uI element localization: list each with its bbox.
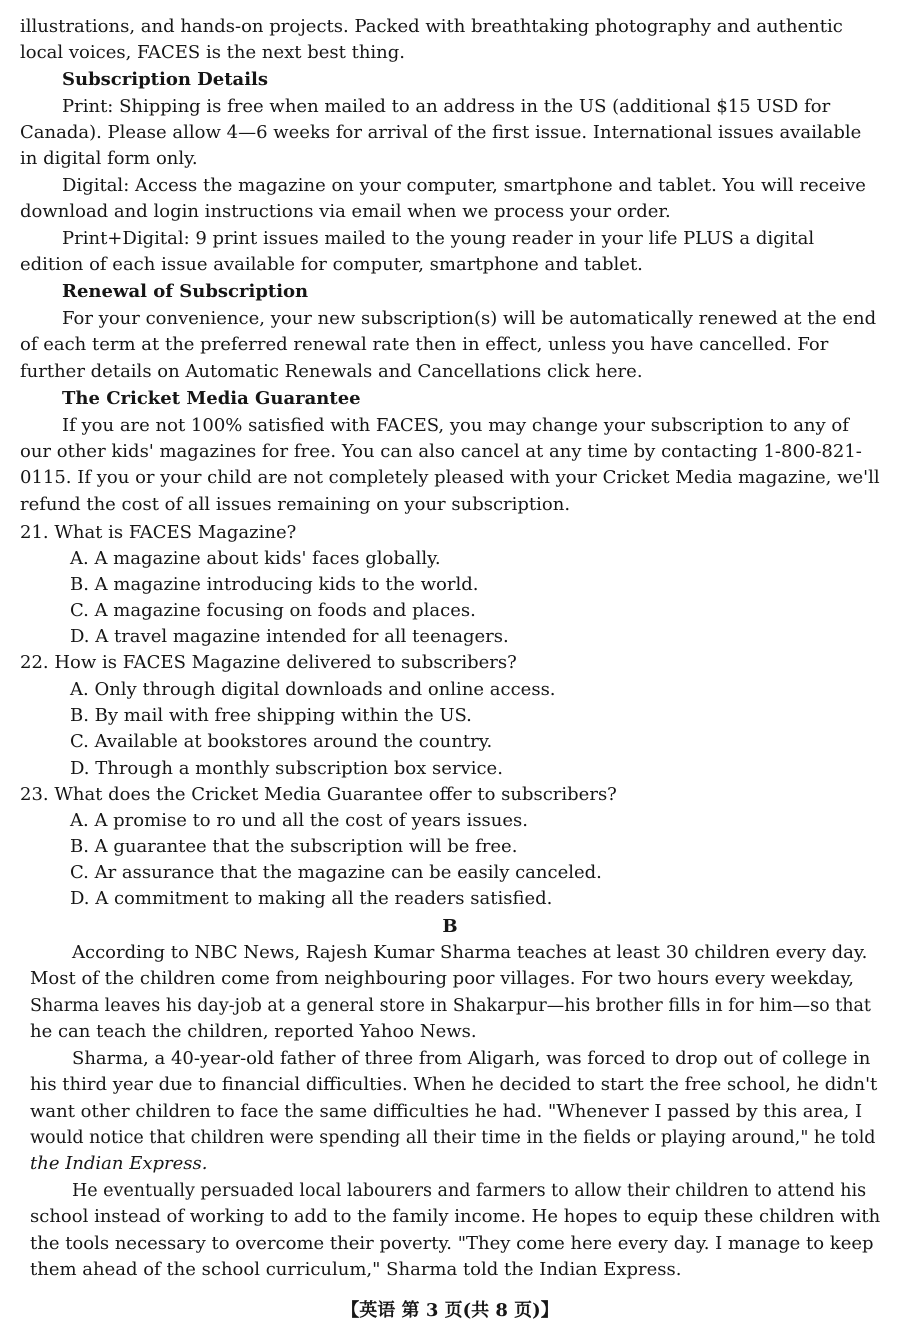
passage-b-line: would notice that children were spending all their time in the fields or playing around," he told <box>30 1128 876 1148</box>
option-23-b: B. A guarantee that the subscription will be free. <box>70 836 518 857</box>
question-22: 22. How is FACES Magazine delivered to subscribers? <box>20 652 517 673</box>
passage-line: If you are not 100% satisfied with FACES, you may change your subscription to any of <box>62 415 849 436</box>
renewal-heading: Renewal of Subscription <box>62 281 309 302</box>
option-21-c: C. A magazine focusing on foods and places. <box>70 600 476 621</box>
option-22-d: D. Through a monthly subscription box service. <box>70 758 503 779</box>
passage-line: Canada). Please allow 4—6 weeks for arrival of the first issue. International issues available <box>20 122 862 143</box>
passage-line: For your convenience, your new subscription(s) will be automatically renewed at the end <box>62 308 877 329</box>
option-21-b: B. A magazine introducing kids to the world. <box>70 574 479 595</box>
passage-line: our other kids' magazines for free. You can also cancel at any time by contacting 1-800-821- <box>20 441 862 462</box>
subscription-details-heading: Subscription Details <box>62 69 269 90</box>
passage-line: in digital form only. <box>20 148 198 169</box>
passage-b-line: He eventually persuaded local labourers and farmers to allow their children to attend his <box>72 1181 867 1201</box>
passage-b-line: them ahead of the school curriculum," Sharma told the Indian Express. <box>30 1259 682 1280</box>
passage-line: Print: Shipping is free when mailed to an address in the US (additional $15 USD for <box>62 96 831 117</box>
passage-line: refund the cost of all issues remaining on your subscription. <box>20 494 571 515</box>
passage-b-line: According to NBC News, Rajesh Kumar Sharma teaches at least 30 children every day. <box>72 942 868 963</box>
passage-line: 0115. If you or your child are not completely pleased with your Cricket Media magazine, we'll <box>20 467 880 488</box>
passage-b-line: Sharma, a 40-year-old father of three from Aligarh, was forced to drop out of college in <box>72 1048 871 1069</box>
passage-b-line: he can teach the children, reported Yahoo News. <box>30 1021 477 1042</box>
passage-line: Digital: Access the magazine on your computer, smartphone and tablet. You will receive <box>62 175 866 196</box>
option-22-a: A. Only through digital downloads and online access. <box>70 679 556 700</box>
question-21: 21. What is FACES Magazine? <box>20 522 297 543</box>
passage-b-line: the Indian Express. <box>30 1153 208 1174</box>
page-footer: 【英语 第 3 页(共 8 页)】 <box>341 1300 559 1321</box>
passage-line: Print+Digital: 9 print issues mailed to the young reader in your life PLUS a digital <box>62 228 815 249</box>
option-21-a: A. A magazine about kids' faces globally. <box>70 548 441 569</box>
passage-line: of each term at the preferred renewal rate then in effect, unless you have cancelled. For <box>20 334 829 355</box>
question-23: 23. What does the Cricket Media Guarantee offer to subscribers? <box>20 784 617 805</box>
passage-line: download and login instructions via email when we process your order. <box>20 201 671 222</box>
passage-b-line: his third year due to financial difficulties. When he decided to start the free school, he didn't <box>30 1074 878 1095</box>
option-22-b: B. By mail with free shipping within the US. <box>70 705 472 726</box>
passage-b-line: school instead of working to add to the family income. He hopes to equip these children with <box>30 1206 881 1227</box>
passage-line: illustrations, and hands-on projects. Packed with breathtaking photography and authentic <box>20 16 843 37</box>
option-22-c: C. Available at bookstores around the country. <box>70 731 493 752</box>
section-b-heading: B <box>442 916 458 937</box>
option-23-a: A. A promise to ro und all the cost of years issues. <box>70 810 528 831</box>
passage-line: further details on Automatic Renewals and Cancellations click here. <box>20 361 643 382</box>
passage-b-line: the tools necessary to overcome their poverty. "They come here every day. I manage to keep <box>30 1233 874 1254</box>
passage-b-line: Most of the children come from neighbouring poor villages. For two hours every weekday, <box>30 968 855 989</box>
passage-b-line: Sharma leaves his day-job at a general store in Shakarpur—his brother fills in for him—so that <box>30 996 871 1016</box>
passage-b-line: want other children to face the same difficulties he had. "Whenever I passed by this area, I <box>30 1101 863 1122</box>
option-21-d: D. A travel magazine intended for all teenagers. <box>70 626 509 647</box>
passage-line: local voices, FACES is the next best thing. <box>20 42 406 63</box>
guarantee-heading: The Cricket Media Guarantee <box>62 388 361 409</box>
option-23-d: D. A commitment to making all the readers satisfied. <box>70 888 553 909</box>
option-23-c: C. Ar assurance that the magazine can be easily canceled. <box>70 862 602 883</box>
passage-line: edition of each issue available for computer, smartphone and tablet. <box>20 254 643 275</box>
